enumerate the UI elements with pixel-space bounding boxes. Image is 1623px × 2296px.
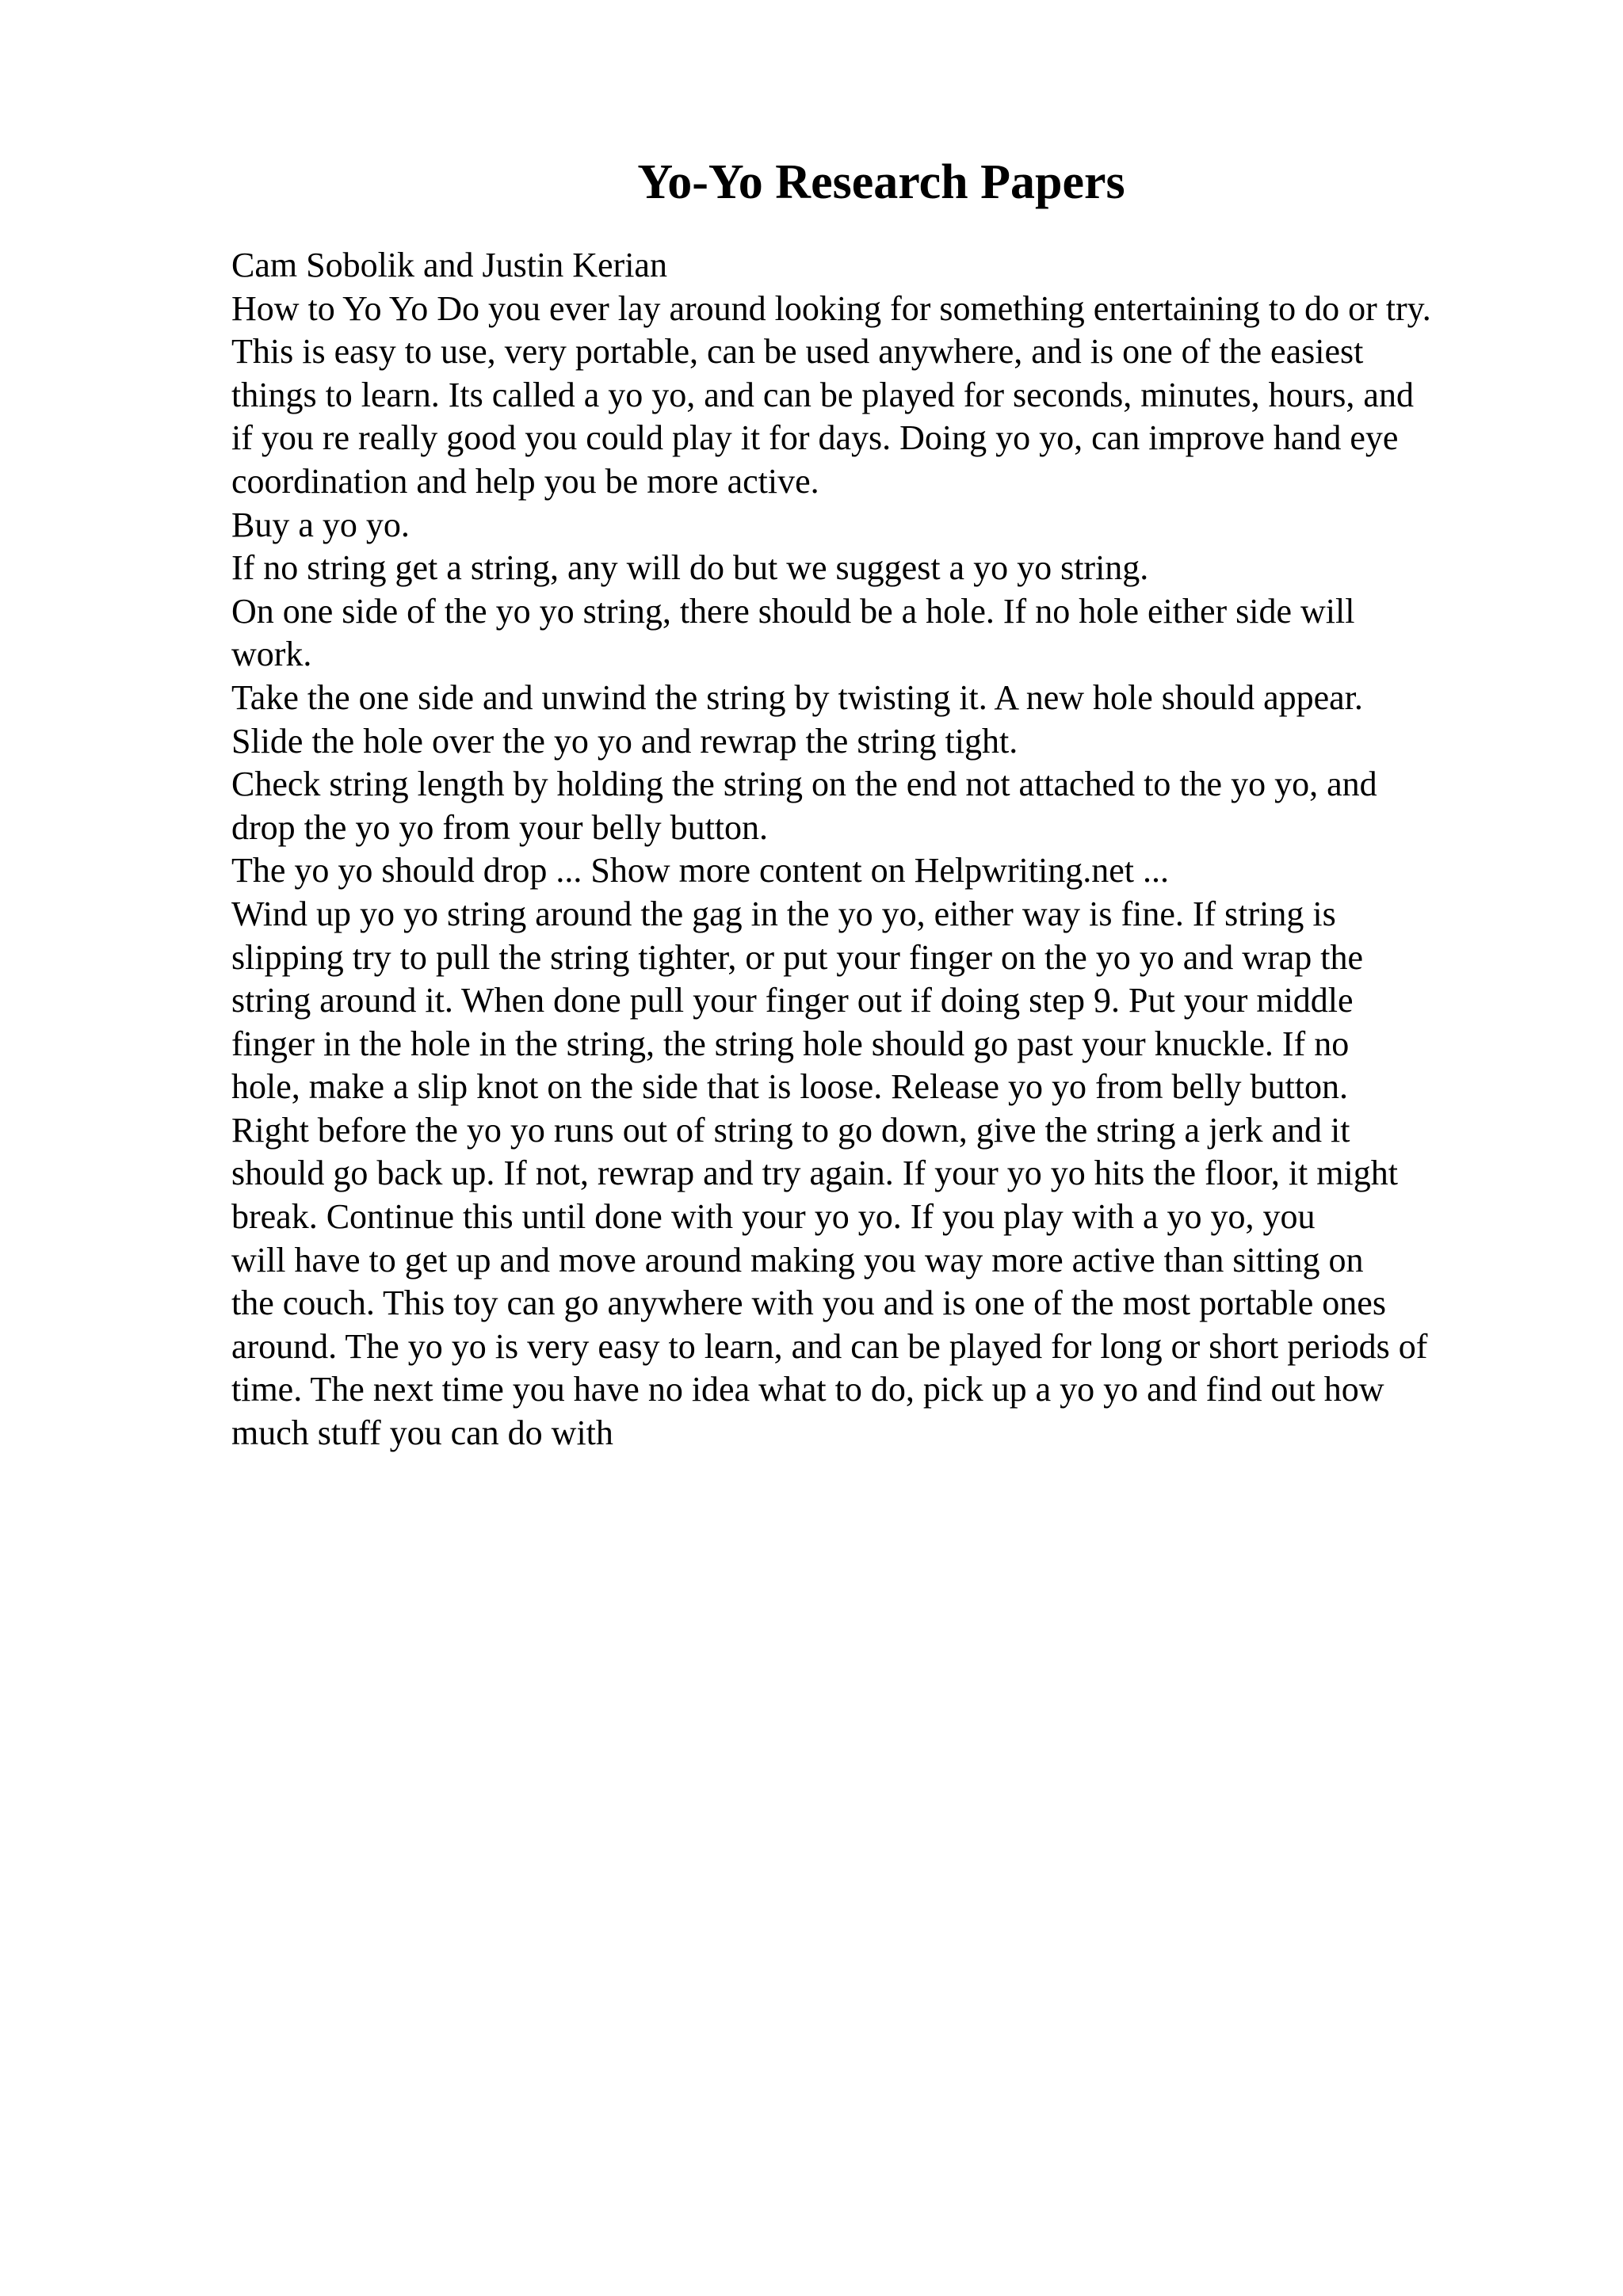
text-line: will have to get up and move around making you way more active than sitting on (231, 1240, 1364, 1280)
page-title: Yo-Yo Research Papers (637, 155, 1125, 209)
text-line: If no string get a string, any will do but we suggest a yo yo string. (231, 548, 1149, 588)
author-line: Cam Sobolik and Justin Kerian (231, 246, 667, 284)
text-line: slipping try to pull the string tighter, or put your finger on the yo yo and wrap the (231, 937, 1364, 977)
text-line: The yo yo should drop ... Show more content on Helpwriting.net ... (231, 851, 1169, 891)
text-line: This is easy to use, very portable, can be used anywhere, and is one of the easiest (231, 332, 1364, 372)
document-body (231, 244, 1531, 1455)
text-line: How to Yo Yo Do you ever lay around looking for something entertaining to do or try. (231, 288, 1431, 328)
text-line: finger in the hole in the string, the string hole should go past your knuckle. If no (231, 1024, 1350, 1063)
text-line: Check string length by holding the string on the end not attached to the yo yo, and (231, 765, 1377, 804)
text-line: Buy a yo yo. (231, 505, 410, 544)
text-line: On one side of the yo yo string, there should be a hole. If no hole either side will (231, 591, 1355, 631)
text-line: drop the yo yo from your belly button. (231, 807, 769, 847)
text-line: break. Continue this until done with your yo yo. If you play with a yo yo, you (231, 1197, 1316, 1237)
text-line: Take the one side and unwind the string by twisting it. A new hole should appear. (231, 677, 1363, 717)
text-line: around. The yo yo is very easy to learn, and can be played for long or short periods of (231, 1326, 1428, 1366)
text-line: hole, make a slip knot on the side that is loose. Release yo yo from belly button. (231, 1067, 1348, 1107)
text-line: Right before the yo yo runs out of string to go down, give the string a jerk and it (231, 1110, 1350, 1150)
text-line: work. (231, 635, 312, 674)
text-line: much stuff you can do with (231, 1413, 613, 1453)
text-line: if you re really good you could play it for days. Doing yo yo, can improve hand eye (231, 418, 1399, 458)
text-line: string around it. When done pull your finger out if doing step 9. Put your middle (231, 981, 1354, 1020)
text-line: time. The next time you have no idea what to do, pick up a yo yo and find out how (231, 1370, 1384, 1409)
text-line: should go back up. If not, rewrap and try again. If your yo yo hits the floor, it might (231, 1154, 1398, 1193)
text-line: Wind up yo yo string around the gag in the yo yo, either way is fine. If string is (231, 894, 1336, 933)
text-line: Slide the hole over the yo yo and rewrap the string tight. (231, 721, 1018, 761)
text-line: things to learn. Its called a yo yo, and can be played for seconds, minutes, hours, and (231, 375, 1414, 414)
text-line: the couch. This toy can go anywhere with you and is one of the most portable ones (231, 1283, 1386, 1323)
text-line: coordination and help you be more active. (231, 461, 819, 501)
